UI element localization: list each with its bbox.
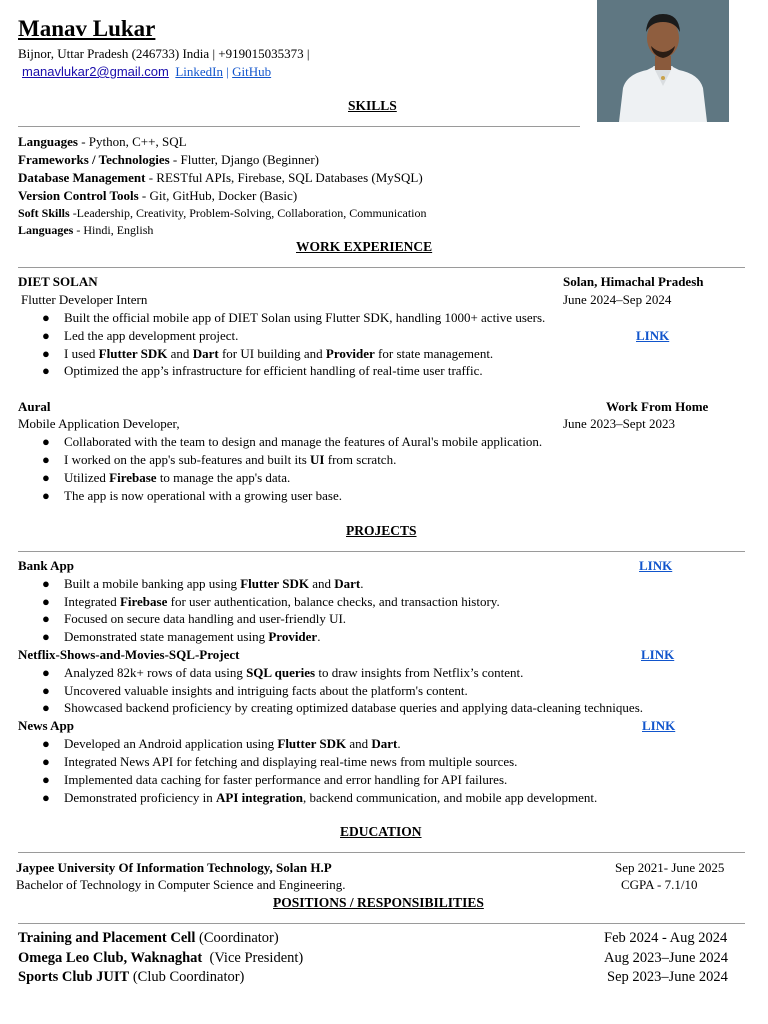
link-separator: |	[226, 64, 229, 79]
skill-row: Frameworks / Technologies - Flutter, Django (Beginner)	[18, 152, 319, 167]
projects-title: PROJECTS	[346, 523, 417, 538]
skill-row: Languages - Hindi, English	[18, 223, 154, 237]
skill-row: Version Control Tools - Git, GitHub, Docker (Basic)	[18, 188, 298, 203]
job-dates: June 2023–Sept 2023	[563, 416, 675, 431]
bullet-icon: ●	[42, 736, 50, 751]
job-org: DIET SOLAN	[18, 274, 98, 289]
project-name: Netflix-Shows-and-Movies-SQL-Project	[18, 647, 240, 662]
bullet-icon: ●	[42, 488, 50, 503]
list-item: Collaborated with the team to design and manage the features of Aural's mobile application.	[64, 434, 543, 449]
job-location: Work From Home	[606, 399, 709, 414]
contact-links	[22, 64, 271, 80]
positions-divider	[18, 923, 745, 924]
education-title: EDUCATION	[340, 824, 422, 839]
project-name: Bank App	[18, 558, 75, 573]
skill-row: Database Management - RESTful APIs, Firebase, SQL Databases (MySQL)	[18, 170, 423, 185]
skill-row: Languages - Python, C++, SQL	[18, 134, 187, 149]
education-cgpa: CGPA - 7.1/10	[621, 877, 698, 892]
bullet-icon: ●	[42, 576, 50, 591]
diet-solan-link[interactable]: LINK	[636, 328, 670, 343]
bullet-icon: ●	[42, 629, 50, 644]
list-item: Integrated Firebase for user authentication, balance checks, and transaction history.	[64, 594, 500, 609]
list-item: Built a mobile banking app using Flutter SDK and Dart.	[64, 576, 364, 591]
job-dates: June 2024–Sep 2024	[563, 292, 672, 307]
list-item: I worked on the app's sub-features and built its UI from scratch.	[64, 452, 397, 467]
job-org: Aural	[18, 399, 51, 414]
bullet-icon: ●	[42, 363, 50, 378]
education-dates: Sep 2021- June 2025	[615, 860, 725, 875]
bullet-icon: ●	[42, 328, 50, 343]
person-portrait-icon	[597, 0, 729, 122]
project-name: News App	[18, 718, 74, 733]
list-item: Focused on secure data handling and user-friendly UI.	[64, 611, 347, 626]
list-item: Integrated News API for fetching and displaying real-time news from multiple sources.	[64, 754, 518, 769]
list-item: Showcased backend proficiency by creating optimized database queries and applying data-cleaning techniques.	[64, 700, 644, 715]
job-location: Solan, Himachal Pradesh	[563, 274, 704, 289]
skills-divider	[18, 126, 580, 127]
position-row: Training and Placement Cell (Coordinator)	[18, 930, 279, 946]
list-item: Analyzed 82k+ rows of data using SQL queries to draw insights from Netflix’s content.	[64, 665, 524, 680]
bullet-icon: ●	[42, 434, 50, 449]
experience-title: WORK EXPERIENCE	[296, 239, 433, 254]
list-item: Uncovered valuable insights and intriguing facts about the platform's content.	[64, 683, 468, 698]
list-item: The app is now operational with a growing user base.	[64, 488, 342, 503]
bank-app-link[interactable]: LINK	[639, 558, 673, 573]
education-degree: Bachelor of Technology in Computer Science and Engineering.	[16, 877, 346, 892]
bullet-icon: ●	[42, 683, 50, 698]
bullet-icon: ●	[42, 790, 50, 805]
position-dates: Aug 2023–June 2024	[604, 950, 729, 966]
list-item: Optimized the app’s infrastructure for efficient handling of real-time user traffic.	[64, 363, 483, 378]
news-app-link[interactable]: LINK	[642, 718, 676, 733]
experience-divider	[18, 267, 745, 268]
contact-address: Bijnor, Uttar Pradesh (246733) India | +919015035373 |	[18, 46, 310, 61]
job-role: Flutter Developer Intern	[21, 292, 148, 307]
education-school: Jaypee University Of Information Technology, Solan H.P	[16, 860, 332, 875]
skill-row: Soft Skills -Leadership, Creativity, Problem-Solving, Collaboration, Communication	[18, 206, 427, 220]
skills-title: SKILLS	[348, 98, 397, 113]
projects-divider	[18, 551, 745, 552]
bullet-icon: ●	[42, 346, 50, 361]
bullet-icon: ●	[42, 452, 50, 467]
position-dates: Feb 2024 - Aug 2024	[604, 930, 728, 946]
position-row: Omega Leo Club, Waknaghat (Vice President)	[18, 950, 304, 966]
github-link[interactable]: GitHub	[232, 64, 272, 79]
email-link[interactable]: manavlukar2@gmail.com	[22, 64, 169, 79]
positions-title: POSITIONS / RESPONSIBILITIES	[273, 895, 484, 910]
bullet-icon: ●	[42, 772, 50, 787]
education-divider	[18, 852, 745, 853]
list-item: Demonstrated state management using Provider.	[64, 629, 321, 644]
bullet-icon: ●	[42, 310, 50, 325]
netflix-project-link[interactable]: LINK	[641, 647, 675, 662]
list-item: Led the app development project.	[64, 328, 239, 343]
profile-photo	[597, 0, 729, 122]
list-item: Developed an Android application using Flutter SDK and Dart.	[64, 736, 401, 751]
resume-name: Manav Lukar	[18, 16, 156, 41]
bullet-icon: ●	[42, 754, 50, 769]
list-item: Demonstrated proficiency in API integration, backend communication, and mobile app development.	[64, 790, 598, 805]
position-dates: Sep 2023–June 2024	[607, 969, 728, 985]
position-row: Sports Club JUIT (Club Coordinator)	[18, 969, 245, 985]
list-item: I used Flutter SDK and Dart for UI building and Provider for state management.	[64, 346, 494, 361]
list-item: Utilized Firebase to manage the app's data.	[64, 470, 291, 485]
bullet-icon: ●	[42, 665, 50, 680]
list-item: Built the official mobile app of DIET Solan using Flutter SDK, handling 1000+ active users.	[64, 310, 546, 325]
job-role: Mobile Application Developer,	[18, 416, 180, 431]
bullet-icon: ●	[42, 594, 50, 609]
linkedin-link[interactable]: LinkedIn	[175, 64, 224, 79]
bullet-icon: ●	[42, 470, 50, 485]
bullet-icon: ●	[42, 700, 50, 715]
bullet-icon: ●	[42, 611, 50, 626]
list-item: Implemented data caching for faster performance and error handling for API failures.	[64, 772, 508, 787]
